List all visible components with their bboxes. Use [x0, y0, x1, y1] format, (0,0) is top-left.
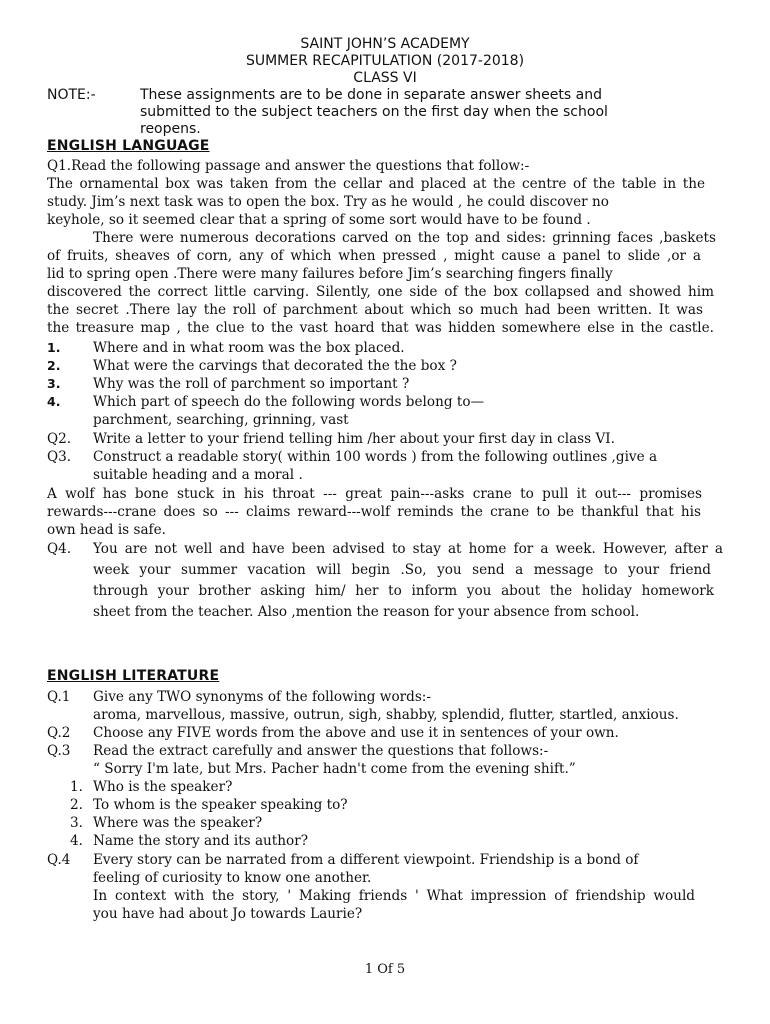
lit-q1-words: aroma, marvellous, massive, outrun, sigh, shabby, splendid, flutter, startled, anxious.	[93, 707, 679, 723]
q4-text: You are not well and have been advised to stay at home for a week. However, after a	[93, 541, 723, 557]
q1-sub-number: 1.	[47, 340, 61, 355]
q1-sub-question: Where and in what room was the box placed.	[93, 340, 405, 356]
section-heading-english-literature: ENGLISH LITERATURE	[47, 668, 220, 684]
lit-q3-sub-question: Where was the speaker?	[93, 815, 263, 831]
q1-intro: Q1.Read the following passage and answer the questions that follow:-	[47, 158, 530, 174]
lit-q4-text: you have had about Jo towards Laurie?	[93, 906, 363, 922]
lit-q3-text: Read the extract carefully and answer the questions that follows:-	[93, 743, 549, 759]
q4-text: through your brother asking him/ her to inform you about the holiday homework	[93, 583, 714, 599]
page-number: 1 Of 5	[364, 962, 406, 977]
lit-q4-text: feeling of curiosity to know one another.	[93, 870, 372, 886]
q2-label: Q2.	[47, 431, 72, 447]
lit-q1-label: Q.1	[47, 689, 71, 705]
lit-q1-text: Give any TWO synonyms of the following words:-	[93, 689, 431, 705]
q2-text: Write a letter to your friend telling him /her about your first day in class VI.	[93, 431, 615, 447]
lit-q3-sub-number: 2.	[70, 797, 83, 813]
q4-label: Q4.	[47, 541, 72, 557]
lit-q3-sub-number: 4.	[70, 833, 83, 849]
note-line-1: These assignments are to be done in separate answer sheets and	[140, 87, 602, 103]
q1-sub-question: Which part of speech do the following words belong to—	[93, 394, 485, 410]
passage-line: the treasure map , the clue to the vast hoard that was hidden somewhere else in the castle.	[47, 320, 714, 336]
passage-line: study. Jim’s next task was to open the box. Try as he would , he could discover no	[47, 194, 609, 210]
q4-text: week your summer vacation will begin .So, you send a message to your friend	[93, 562, 711, 578]
lit-q3-sub-question: Who is the speaker?	[93, 779, 233, 795]
lit-q3-label: Q.3	[47, 743, 71, 759]
lit-q3-sub-number: 1.	[70, 779, 83, 795]
passage-line: keyhole, so it seemed clear that a spring of some sort would have to be found .	[47, 212, 591, 228]
story-outline-line: rewards---crane does so --- claims reward---wolf reminds the crane to be thankful that his	[47, 504, 701, 520]
note-line-2: submitted to the subject teachers on the first day when the school	[140, 104, 608, 120]
school-name: SAINT JOHN’S ACADEMY	[300, 36, 470, 52]
lit-q4-text: Every story can be narrated from a different viewpoint. Friendship is a bond of	[93, 852, 639, 868]
passage-line: of fruits, sheaves of corn, any of which when pressed , might cause a panel to slide ,or a	[47, 248, 701, 264]
lit-q2-text: Choose any FIVE words from the above and use it in sentences of your own.	[93, 725, 619, 741]
lit-q4-text: In context with the story, ' Making friends ' What impression of friendship would	[93, 888, 695, 904]
lit-q3-sub-question: To whom is the speaker speaking to?	[93, 797, 348, 813]
passage-line: discovered the correct little carving. Silently, one side of the box collapsed and showed him	[47, 284, 714, 300]
note-line-3: reopens.	[140, 121, 201, 137]
passage-line: The ornamental box was taken from the cellar and placed at the centre of the table in the	[47, 176, 705, 192]
q3-text: suitable heading and a moral .	[93, 467, 303, 483]
q1-sub-question: Why was the roll of parchment so important ?	[93, 376, 410, 392]
q1-sub-number: 4.	[47, 394, 61, 409]
section-heading-english-language: ENGLISH LANGUAGE	[47, 138, 210, 154]
class-label: CLASS VI	[353, 70, 417, 86]
q3-label: Q3.	[47, 449, 72, 465]
extract-quote: “ Sorry I'm late, but Mrs. Pacher hadn't come from the evening shift.”	[93, 761, 576, 777]
q1-sub-number: 2.	[47, 358, 61, 373]
lit-q4-label: Q.4	[47, 852, 71, 868]
lit-q2-label: Q.2	[47, 725, 71, 741]
q3-text: Construct a readable story( within 100 words ) from the following outlines ,give a	[93, 449, 658, 465]
lit-q3-sub-number: 3.	[70, 815, 83, 831]
lit-q3-sub-question: Name the story and its author?	[93, 833, 308, 849]
q1-sub-question: What were the carvings that decorated the the box ?	[93, 358, 457, 374]
q1-sub-number: 3.	[47, 376, 61, 391]
q1-word-list: parchment, searching, grinning, vast	[93, 412, 349, 428]
q4-text: sheet from the teacher. Also ,mention the reason for your absence from school.	[93, 604, 640, 620]
passage-line: There were numerous decorations carved on the top and sides: grinning faces ,baskets	[93, 230, 716, 246]
passage-line: the secret .There lay the roll of parchment about which so much had been written. It was	[47, 302, 703, 318]
story-outline-line: A wolf has bone stuck in his throat --- great pain---asks crane to pull it out--- promises	[47, 486, 702, 502]
passage-line: lid to spring open .There were many failures before Jim’s searching fingers finally	[47, 266, 613, 282]
story-outline-line: own head is safe.	[47, 522, 166, 538]
document-title: SUMMER RECAPITULATION (2017-2018)	[245, 53, 525, 69]
note-label: NOTE:-	[47, 87, 96, 103]
